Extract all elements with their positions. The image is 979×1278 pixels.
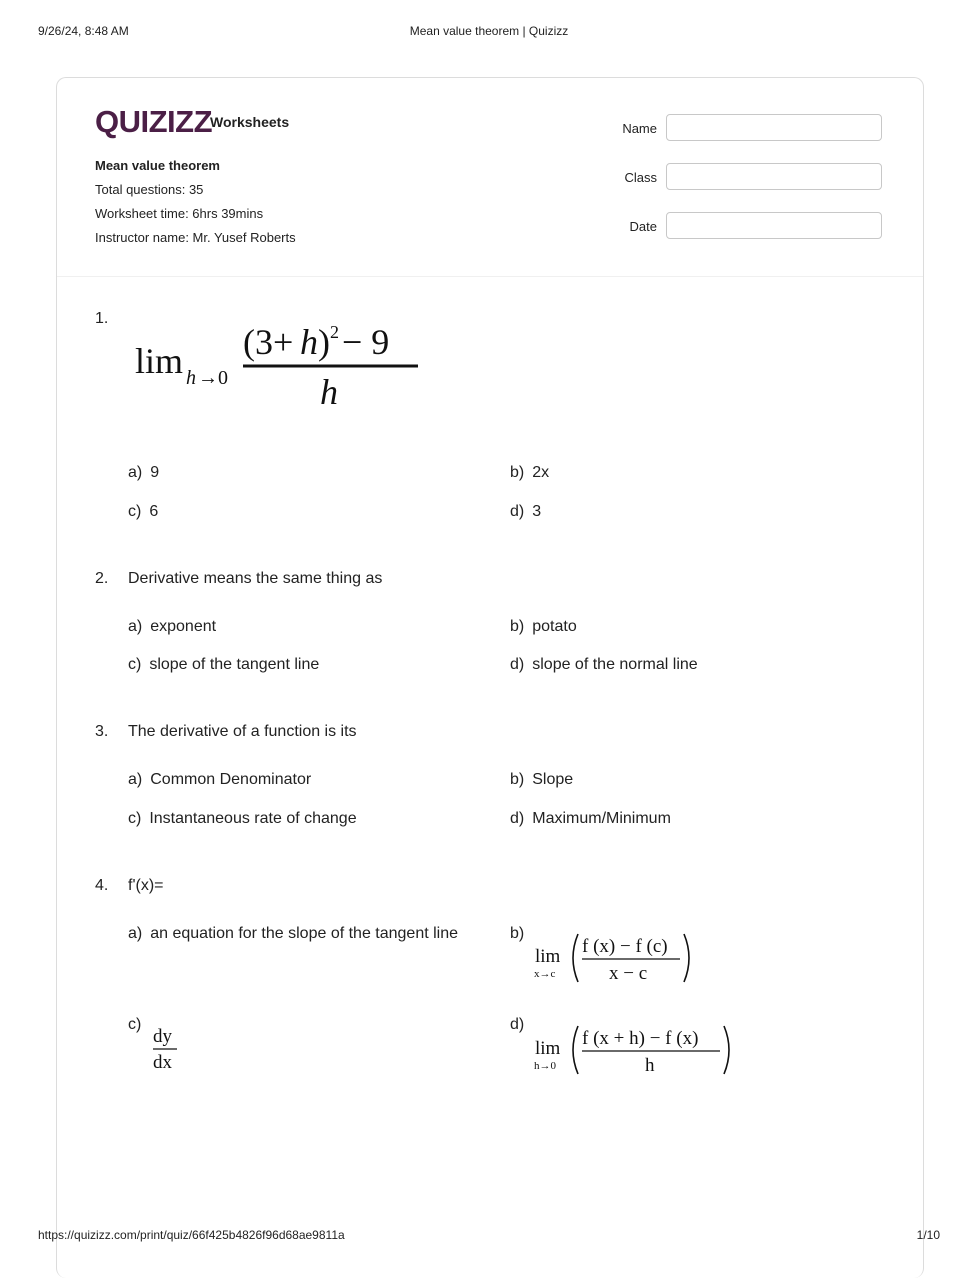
- worksheet-title: Mean value theorem: [95, 158, 220, 173]
- date-label: Date: [629, 219, 657, 234]
- name-field[interactable]: [666, 114, 882, 141]
- worksheet-header: [57, 78, 923, 277]
- svg-text:(3+: (3+: [243, 322, 294, 362]
- svg-text:h→0: h→0: [534, 1060, 556, 1072]
- question-1-option-b[interactable]: b) 2x: [510, 464, 550, 481]
- question-2-number: 2.: [95, 570, 109, 587]
- question-3-option-c[interactable]: c) Instantaneous rate of change: [128, 810, 357, 827]
- question-4-option-b-formula: [532, 928, 702, 988]
- question-4-option-d[interactable]: d): [510, 1016, 525, 1033]
- question-2-option-a[interactable]: a) exponent: [128, 618, 217, 635]
- question-2-text: Derivative means the same thing as: [128, 570, 383, 587]
- question-4-text: f'(x)=: [128, 877, 164, 894]
- worksheet: [56, 77, 924, 1278]
- class-field[interactable]: [666, 163, 882, 190]
- question-1-option-a[interactable]: a) 9: [128, 464, 160, 481]
- question-3-option-d[interactable]: d) Maximum/Minimum: [510, 810, 671, 827]
- question-4-option-c-formula: [150, 1022, 190, 1078]
- instructor-name: Instructor name: Mr. Yusef Roberts: [95, 230, 296, 245]
- question-2-option-c[interactable]: c) slope of the tangent line: [128, 656, 320, 673]
- svg-text:dy: dy: [153, 1026, 172, 1047]
- page-number: 1/10: [916, 1228, 940, 1242]
- question-2-option-d[interactable]: d) slope of the normal line: [510, 656, 698, 673]
- question-4-option-b[interactable]: b): [510, 925, 525, 942]
- svg-text:h: h: [300, 322, 318, 362]
- svg-text:− 9: − 9: [342, 322, 390, 362]
- svg-text:lim: lim: [535, 946, 561, 967]
- svg-text:h: h: [186, 367, 196, 389]
- svg-text:f (x) − f (c): f (x) − f (c): [582, 936, 668, 957]
- question-4-option-d-formula: [532, 1020, 742, 1080]
- svg-text:h: h: [645, 1055, 655, 1076]
- question-4-option-a[interactable]: a) an equation for the slope of the tangent line: [128, 925, 459, 942]
- total-questions: Total questions: 35: [95, 182, 204, 197]
- question-4-number: 4.: [95, 877, 109, 894]
- svg-text:2: 2: [330, 322, 339, 342]
- print-url: https://quizizz.com/print/quiz/66f425b4826f96d68ae9811a: [38, 1228, 345, 1242]
- date-field[interactable]: [666, 212, 882, 239]
- question-1-formula-image: [130, 318, 430, 418]
- question-3-option-b[interactable]: b) Slope: [510, 771, 574, 788]
- svg-text:): ): [318, 322, 330, 362]
- question-3-number: 3.: [95, 723, 109, 740]
- question-3-option-a[interactable]: a) Common Denominator: [128, 771, 312, 788]
- svg-text:lim: lim: [535, 1038, 561, 1059]
- question-1-number: 1.: [95, 310, 109, 327]
- name-label: Name: [622, 121, 657, 136]
- class-label: Class: [624, 170, 657, 185]
- question-3-text: The derivative of a function is its: [128, 723, 357, 740]
- print-datetime: 9/26/24, 8:48 AM: [38, 24, 129, 38]
- svg-text:dx: dx: [153, 1052, 172, 1073]
- question-4-option-c[interactable]: c): [128, 1016, 142, 1033]
- svg-text:x→c: x→c: [534, 968, 556, 980]
- print-page-title: Mean value theorem | Quizizz: [409, 24, 569, 38]
- svg-text:→0: →0: [198, 367, 228, 389]
- worksheet-time: Worksheet time: 6hrs 39mins: [95, 206, 264, 221]
- question-2-option-b[interactable]: b) potato: [510, 618, 577, 635]
- quizizz-logo: QUIZIZZ: [95, 104, 213, 139]
- svg-text:lim: lim: [135, 341, 184, 381]
- question-1-option-d[interactable]: d) 3: [510, 503, 542, 520]
- svg-text:x − c: x − c: [609, 963, 648, 984]
- svg-text:f (x + h) − f (x): f (x + h) − f (x): [582, 1028, 699, 1049]
- question-1-option-c[interactable]: c) 6: [128, 503, 159, 520]
- logo-subtitle: Worksheets: [210, 114, 290, 130]
- svg-text:h: h: [320, 372, 338, 412]
